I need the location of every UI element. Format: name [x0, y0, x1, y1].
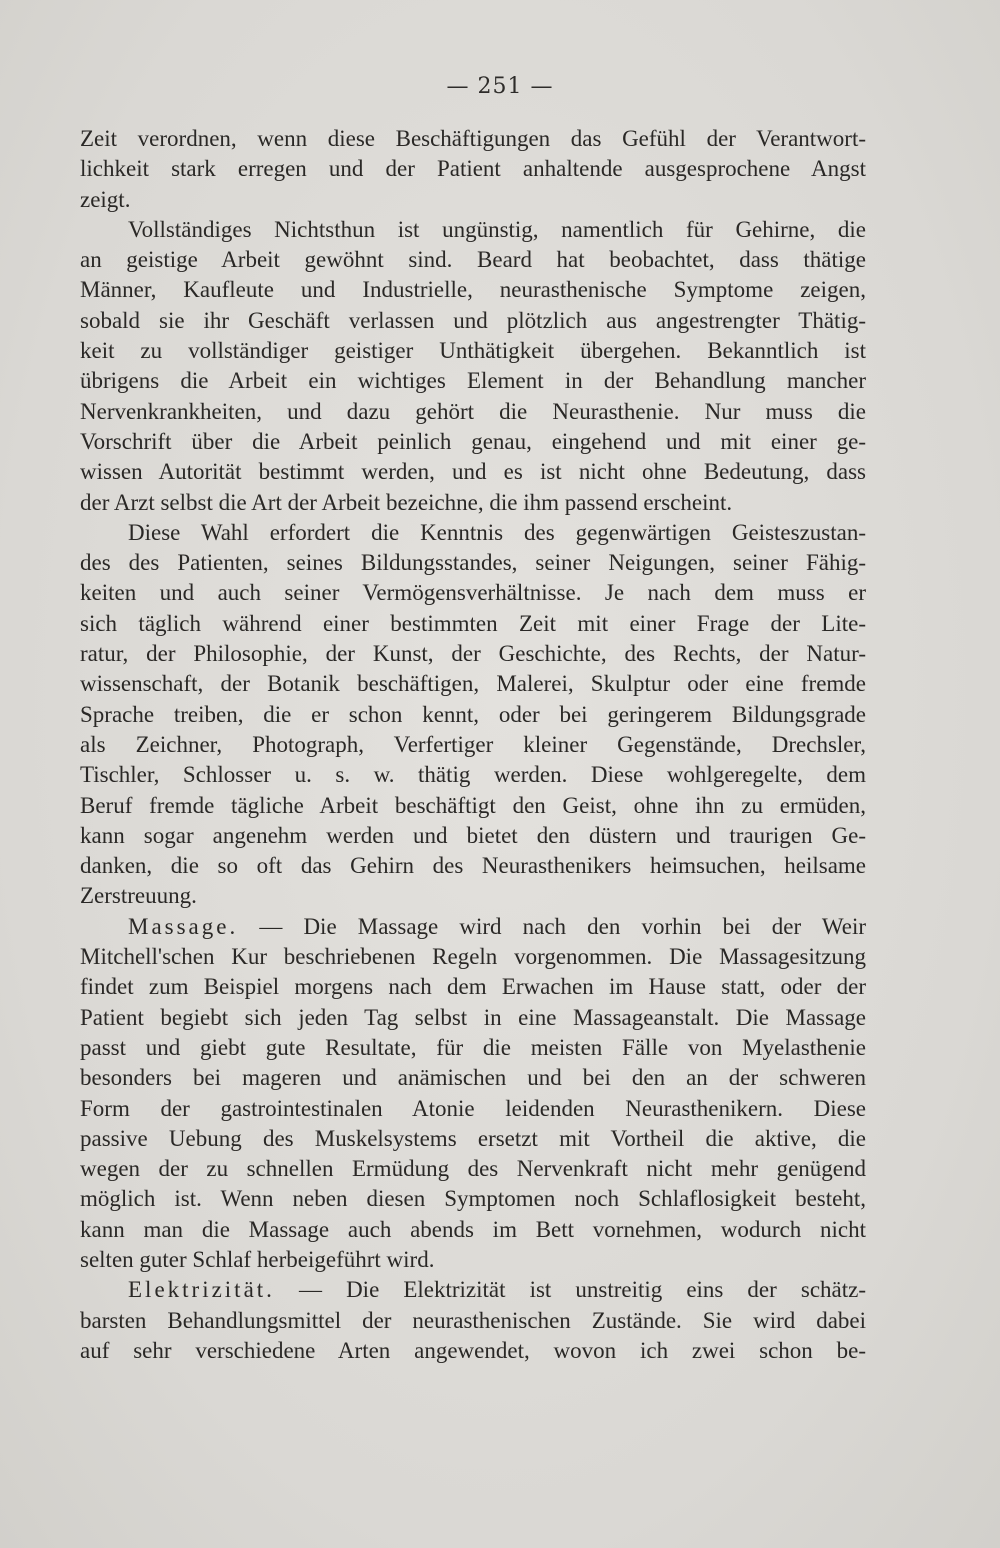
- paragraph: [80, 1275, 866, 1366]
- text-line: besonders bei mageren und anämischen und bei den an der schweren: [80, 1065, 866, 1091]
- text-line-rest: — Die Massage wird nach den vorhin bei der Weir: [238, 913, 866, 939]
- text-line: Patient begiebt sich jeden Tag selbst in eine Massageanstalt. Die Massage: [80, 1004, 866, 1030]
- text-line: selten guter Schlaf herbeigeführt wird.: [80, 1246, 435, 1272]
- text-line: Zeit verordnen, wenn diese Beschäftigungen das Gefühl der Verantwort-: [80, 126, 866, 151]
- text-line: barsten Behandlungsmittel der neurasthenischen Zustände. Sie wird dabei: [80, 1307, 866, 1333]
- section-heading-massage: Massage.: [128, 913, 239, 939]
- text-line: Vorschrift über die Arbeit peinlich genau, eingehend und mit einer ge-: [80, 428, 866, 454]
- text-line: [80, 912, 866, 942]
- text-line: der Arzt selbst die Art der Arbeit bezeichne, die ihm passend erscheint.: [80, 489, 733, 515]
- text-line: des des Patienten, seines Bildungsstandes, seiner Neigungen, seiner Fähig-: [80, 550, 866, 576]
- text-line: Form der gastrointestinalen Atonie leidenden Neurasthenikern. Diese: [80, 1095, 866, 1121]
- text-line: passive Uebung des Muskelsystems ersetzt mit Vortheil die aktive, die: [80, 1125, 866, 1151]
- text-line: lichkeit stark erregen und der Patient anhaltende ausgesprochene Angst: [80, 156, 866, 182]
- text-line: wissenschaft, der Botanik beschäftigen, Malerei, Skulptur oder eine fremde: [80, 671, 866, 697]
- text-line: keiten und auch seiner Vermögensverhältnisse. Je nach dem muss er: [80, 580, 866, 606]
- text-line: kann man die Massage auch abends im Bett vornehmen, wodurch nicht: [80, 1216, 866, 1242]
- text-line: ratur, der Philosophie, der Kunst, der Geschichte, des Rechts, der Natur-: [80, 641, 866, 667]
- text-line-rest: — Die Elektrizität ist unstreitig eins der schätz-: [274, 1277, 866, 1303]
- page-number: — 251 —: [446, 74, 554, 99]
- body-text: [80, 124, 866, 1366]
- text-line: [80, 1275, 866, 1305]
- paragraph: [80, 912, 866, 1276]
- text-line: Sprache treiben, die er schon kennt, oder bei geringerem Bildungsgrade: [80, 701, 866, 727]
- text-line: Beruf fremde tägliche Arbeit beschäftigt den Geist, ohne ihn zu ermüden,: [80, 792, 866, 818]
- text-line: zeigt.: [80, 186, 131, 212]
- paragraph: [80, 124, 866, 215]
- text-line: sich täglich während einer bestimmten Zeit mit einer Frage der Lite-: [80, 610, 866, 636]
- text-line: Zerstreuung.: [80, 883, 197, 909]
- text-line: Männer, Kaufleute und Industrielle, neurasthenische Symptome zeigen,: [80, 277, 866, 303]
- text-line: danken, die so oft das Gehirn des Neurasthenikers heimsuchen, heilsame: [80, 853, 866, 879]
- section-heading-elektrizitaet: Elektrizität.: [128, 1277, 275, 1303]
- text-line: Vollständiges Nichtsthun ist ungünstig, namentlich für Gehirne, die: [128, 216, 866, 242]
- text-line: Mitchell'schen Kur beschriebenen Regeln vorgenommen. Die Massagesitzung: [80, 944, 866, 970]
- text-line: wegen der zu schnellen Ermüdung des Nervenkraft nicht mehr genügend: [80, 1156, 866, 1182]
- text-line: Diese Wahl erfordert die Kenntnis des gegenwärtigen Geisteszustan-: [128, 519, 866, 545]
- paragraph: [80, 215, 866, 518]
- text-line: auf sehr verschiedene Arten angewendet, wovon ich zwei schon be-: [80, 1337, 866, 1363]
- paragraph: [80, 518, 866, 912]
- text-line: übrigens die Arbeit ein wichtiges Element in der Behandlung mancher: [80, 368, 866, 394]
- text-line: als Zeichner, Photograph, Verfertiger kleiner Gegenstände, Drechsler,: [80, 731, 866, 757]
- text-line: sobald sie ihr Geschäft verlassen und plötzlich aus angestrengter Thätig-: [80, 307, 866, 333]
- text-line: keit zu vollständiger geistiger Unthätigkeit übergehen. Bekanntlich ist: [80, 338, 866, 364]
- text-line: findet zum Beispiel morgens nach dem Erwachen im Hause statt, oder der: [80, 974, 866, 1000]
- text-line: möglich ist. Wenn neben diesen Symptomen noch Schlaflosigkeit besteht,: [80, 1186, 866, 1212]
- text-line: an geistige Arbeit gewöhnt sind. Beard hat beobachtet, dass thätige: [80, 247, 866, 273]
- text-line: kann sogar angenehm werden und bietet den düstern und traurigen Ge-: [80, 822, 866, 848]
- text-line: passt und giebt gute Resultate, für die meisten Fälle von Myelasthenie: [80, 1034, 866, 1060]
- text-line: Nervenkrankheiten, und dazu gehört die Neurasthenie. Nur muss die: [80, 398, 866, 424]
- text-line: wissen Autorität bestimmt werden, und es ist nicht ohne Bedeutung, dass: [80, 459, 866, 485]
- text-line: Tischler, Schlosser u. s. w. thätig werden. Diese wohlgeregelte, dem: [80, 762, 866, 788]
